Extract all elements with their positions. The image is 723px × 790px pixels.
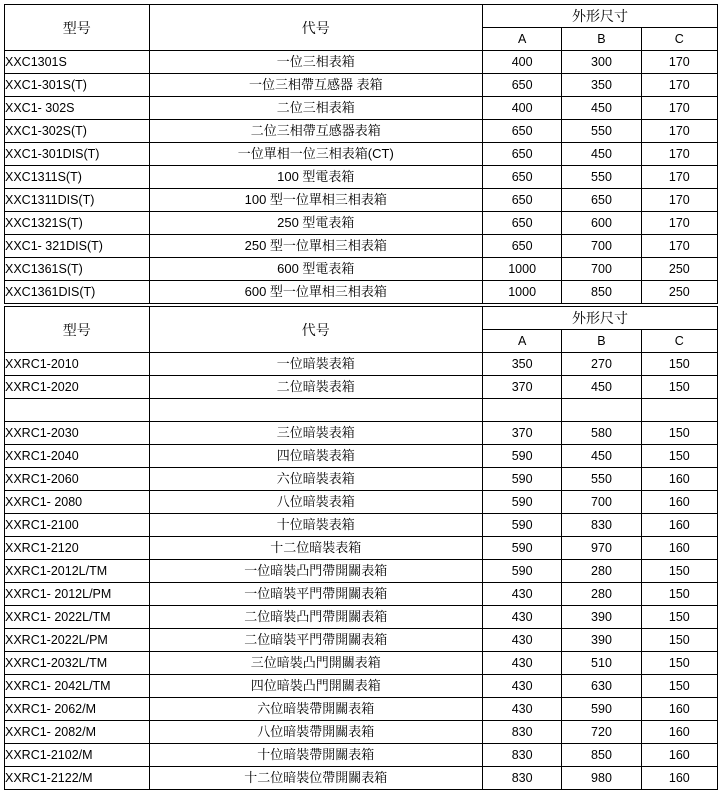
header-dim-c: C — [641, 330, 717, 353]
header-outer-dimensions: 外形尺寸 — [482, 307, 717, 330]
cell-dim-c: 160 — [641, 721, 717, 744]
header-name: 代号 — [149, 307, 482, 353]
table-row — [5, 698, 718, 721]
table-row — [5, 353, 718, 376]
cell-dim-b: 300 — [562, 51, 641, 74]
cell-dim-a: 1000 — [482, 281, 561, 304]
cell-name: 八位暗裝帶開關表箱 — [149, 721, 482, 744]
cell-model: XXRC1-2100 — [5, 514, 150, 537]
table-row — [5, 675, 718, 698]
cell-model: XXC1361S(T) — [5, 258, 150, 281]
cell-name: 四位暗裝凸門開關表箱 — [149, 675, 482, 698]
cell-dim-c: 170 — [641, 166, 717, 189]
cell-dim-a: 830 — [482, 744, 561, 767]
cell-name: 一位單相一位三相表箱(CT) — [149, 143, 482, 166]
cell-model: XXRC1- 2042L/TM — [5, 675, 150, 698]
spec-table-2 — [4, 306, 718, 790]
cell-dim-b: 830 — [562, 514, 641, 537]
cell-dim-a: 430 — [482, 675, 561, 698]
cell-dim-b: 450 — [562, 376, 641, 399]
spacer-cell — [562, 399, 641, 422]
cell-dim-b: 280 — [562, 560, 641, 583]
cell-dim-b: 550 — [562, 120, 641, 143]
cell-dim-a: 830 — [482, 721, 561, 744]
cell-dim-c: 150 — [641, 376, 717, 399]
cell-name: 十位暗裝帶開關表箱 — [149, 744, 482, 767]
cell-dim-c: 160 — [641, 698, 717, 721]
spec-table-1 — [4, 4, 718, 304]
table-row — [5, 721, 718, 744]
cell-dim-b: 970 — [562, 537, 641, 560]
table-row — [5, 235, 718, 258]
cell-model: XXRC1-2120 — [5, 537, 150, 560]
table-row — [5, 537, 718, 560]
cell-dim-b: 700 — [562, 258, 641, 281]
cell-model: XXRC1-2040 — [5, 445, 150, 468]
cell-dim-c: 160 — [641, 468, 717, 491]
cell-model: XXC1-301DIS(T) — [5, 143, 150, 166]
cell-dim-c: 150 — [641, 353, 717, 376]
cell-dim-c: 150 — [641, 652, 717, 675]
cell-dim-a: 400 — [482, 51, 561, 74]
header-outer-dimensions: 外形尺寸 — [482, 5, 717, 28]
cell-dim-b: 450 — [562, 97, 641, 120]
table-row — [5, 166, 718, 189]
cell-dim-a: 650 — [482, 143, 561, 166]
cell-dim-c: 170 — [641, 51, 717, 74]
table-row — [5, 560, 718, 583]
cell-name: 二位三相表箱 — [149, 97, 482, 120]
cell-dim-a: 1000 — [482, 258, 561, 281]
table-row — [5, 767, 718, 790]
cell-dim-a: 400 — [482, 97, 561, 120]
cell-dim-c: 250 — [641, 281, 717, 304]
cell-dim-b: 600 — [562, 212, 641, 235]
header-name: 代号 — [149, 5, 482, 51]
cell-model: XXRC1- 2082/M — [5, 721, 150, 744]
cell-dim-b: 700 — [562, 235, 641, 258]
cell-dim-c: 160 — [641, 514, 717, 537]
cell-dim-c: 160 — [641, 537, 717, 560]
cell-name: 250 型電表箱 — [149, 212, 482, 235]
table-spacer-row — [5, 399, 718, 422]
table-row — [5, 281, 718, 304]
cell-model: XXRC1- 2012L/PM — [5, 583, 150, 606]
cell-dim-a: 590 — [482, 560, 561, 583]
table-row — [5, 143, 718, 166]
cell-model: XXC1-301S(T) — [5, 74, 150, 97]
cell-dim-b: 590 — [562, 698, 641, 721]
cell-model: XXRC1-2102/M — [5, 744, 150, 767]
cell-name: 三位暗裝凸門開關表箱 — [149, 652, 482, 675]
cell-dim-c: 170 — [641, 120, 717, 143]
cell-name: 一位三相表箱 — [149, 51, 482, 74]
table-row — [5, 120, 718, 143]
cell-dim-b: 450 — [562, 445, 641, 468]
table-1-header-row-1 — [5, 5, 718, 28]
document-page — [0, 4, 723, 785]
cell-model: XXRC1-2012L/TM — [5, 560, 150, 583]
table-row — [5, 189, 718, 212]
cell-dim-a: 430 — [482, 698, 561, 721]
cell-dim-a: 370 — [482, 376, 561, 399]
cell-dim-b: 850 — [562, 281, 641, 304]
cell-dim-b: 700 — [562, 491, 641, 514]
cell-dim-a: 430 — [482, 583, 561, 606]
cell-name: 四位暗裝表箱 — [149, 445, 482, 468]
table-row — [5, 258, 718, 281]
cell-name: 十二位暗裝位帶開關表箱 — [149, 767, 482, 790]
spacer-cell — [5, 399, 150, 422]
cell-dim-c: 150 — [641, 422, 717, 445]
cell-dim-b: 390 — [562, 606, 641, 629]
header-dim-b: B — [562, 330, 641, 353]
cell-dim-c: 150 — [641, 445, 717, 468]
cell-dim-a: 430 — [482, 652, 561, 675]
cell-dim-c: 160 — [641, 491, 717, 514]
cell-name: 十位暗裝表箱 — [149, 514, 482, 537]
cell-dim-c: 170 — [641, 74, 717, 97]
cell-model: XXRC1-2010 — [5, 353, 150, 376]
spacer-cell — [482, 399, 561, 422]
table-row — [5, 376, 718, 399]
cell-name: 二位暗裝凸門帶開關表箱 — [149, 606, 482, 629]
cell-model: XXRC1-2030 — [5, 422, 150, 445]
table-2-header-row-1 — [5, 307, 718, 330]
cell-name: 一位暗裝凸門帶開關表箱 — [149, 560, 482, 583]
cell-model: XXC1311S(T) — [5, 166, 150, 189]
cell-dim-b: 980 — [562, 767, 641, 790]
header-model: 型号 — [5, 307, 150, 353]
header-dim-b: B — [562, 28, 641, 51]
cell-name: 八位暗裝表箱 — [149, 491, 482, 514]
table-row — [5, 51, 718, 74]
cell-name: 100 型一位單相三相表箱 — [149, 189, 482, 212]
cell-dim-b: 390 — [562, 629, 641, 652]
cell-dim-a: 430 — [482, 629, 561, 652]
cell-dim-a: 650 — [482, 166, 561, 189]
table-row — [5, 514, 718, 537]
table-row — [5, 74, 718, 97]
cell-model: XXC1-302S(T) — [5, 120, 150, 143]
cell-dim-c: 150 — [641, 629, 717, 652]
cell-dim-c: 150 — [641, 675, 717, 698]
cell-model: XXRC1- 2062/M — [5, 698, 150, 721]
cell-name: 600 型電表箱 — [149, 258, 482, 281]
cell-dim-a: 650 — [482, 189, 561, 212]
cell-name: 二位三相帶互感器表箱 — [149, 120, 482, 143]
cell-name: 600 型一位單相三相表箱 — [149, 281, 482, 304]
table-row — [5, 652, 718, 675]
table-row — [5, 606, 718, 629]
cell-model: XXC1311DIS(T) — [5, 189, 150, 212]
header-dim-c: C — [641, 28, 717, 51]
cell-dim-c: 150 — [641, 583, 717, 606]
cell-name: 250 型一位單相三相表箱 — [149, 235, 482, 258]
table-row — [5, 212, 718, 235]
cell-dim-b: 350 — [562, 74, 641, 97]
cell-model: XXRC1-2032L/TM — [5, 652, 150, 675]
cell-dim-c: 150 — [641, 606, 717, 629]
cell-name: 三位暗裝表箱 — [149, 422, 482, 445]
table-row — [5, 445, 718, 468]
cell-dim-c: 170 — [641, 97, 717, 120]
cell-dim-a: 590 — [482, 468, 561, 491]
cell-dim-b: 450 — [562, 143, 641, 166]
table-row — [5, 629, 718, 652]
cell-name: 六位暗裝表箱 — [149, 468, 482, 491]
cell-dim-a: 370 — [482, 422, 561, 445]
cell-name: 一位暗裝平門帶開關表箱 — [149, 583, 482, 606]
cell-name: 100 型電表箱 — [149, 166, 482, 189]
cell-dim-b: 550 — [562, 468, 641, 491]
cell-name: 一位暗裝表箱 — [149, 353, 482, 376]
table-row — [5, 422, 718, 445]
header-dim-a: A — [482, 330, 561, 353]
cell-dim-b: 270 — [562, 353, 641, 376]
spacer-cell — [149, 399, 482, 422]
cell-dim-a: 590 — [482, 514, 561, 537]
cell-model: XXRC1- 2080 — [5, 491, 150, 514]
cell-model: XXC1- 302S — [5, 97, 150, 120]
table-row — [5, 744, 718, 767]
cell-dim-c: 170 — [641, 212, 717, 235]
table-2-body — [5, 307, 718, 790]
cell-dim-b: 650 — [562, 189, 641, 212]
cell-model: XXRC1-2020 — [5, 376, 150, 399]
header-model: 型号 — [5, 5, 150, 51]
table-row — [5, 468, 718, 491]
cell-dim-b: 850 — [562, 744, 641, 767]
cell-dim-a: 590 — [482, 445, 561, 468]
cell-dim-c: 150 — [641, 560, 717, 583]
cell-dim-c: 170 — [641, 235, 717, 258]
table-row — [5, 583, 718, 606]
cell-model: XXRC1- 2022L/TM — [5, 606, 150, 629]
cell-dim-c: 160 — [641, 767, 717, 790]
cell-dim-b: 510 — [562, 652, 641, 675]
cell-dim-c: 170 — [641, 189, 717, 212]
cell-dim-c: 170 — [641, 143, 717, 166]
cell-name: 六位暗裝帶開關表箱 — [149, 698, 482, 721]
cell-model: XXC1361DIS(T) — [5, 281, 150, 304]
cell-dim-b: 580 — [562, 422, 641, 445]
cell-model: XXRC1-2122/M — [5, 767, 150, 790]
cell-dim-a: 650 — [482, 120, 561, 143]
table-row — [5, 97, 718, 120]
cell-name: 一位三相帶互感器 表箱 — [149, 74, 482, 97]
cell-model: XXC1- 321DIS(T) — [5, 235, 150, 258]
cell-model: XXRC1-2022L/PM — [5, 629, 150, 652]
cell-dim-a: 430 — [482, 606, 561, 629]
cell-dim-a: 350 — [482, 353, 561, 376]
cell-dim-a: 650 — [482, 212, 561, 235]
cell-dim-c: 250 — [641, 258, 717, 281]
cell-name: 二位暗裝表箱 — [149, 376, 482, 399]
cell-model: XXC1321S(T) — [5, 212, 150, 235]
cell-model: XXC1301S — [5, 51, 150, 74]
cell-dim-b: 550 — [562, 166, 641, 189]
table-row — [5, 491, 718, 514]
cell-dim-b: 280 — [562, 583, 641, 606]
cell-dim-b: 630 — [562, 675, 641, 698]
cell-dim-a: 650 — [482, 235, 561, 258]
header-dim-a: A — [482, 28, 561, 51]
cell-dim-a: 650 — [482, 74, 561, 97]
cell-dim-a: 830 — [482, 767, 561, 790]
cell-dim-a: 590 — [482, 491, 561, 514]
cell-model: XXRC1-2060 — [5, 468, 150, 491]
cell-dim-b: 720 — [562, 721, 641, 744]
cell-dim-a: 590 — [482, 537, 561, 560]
cell-name: 二位暗裝平門帶開關表箱 — [149, 629, 482, 652]
cell-dim-c: 160 — [641, 744, 717, 767]
spacer-cell — [641, 399, 717, 422]
table-1-body — [5, 5, 718, 304]
cell-name: 十二位暗裝表箱 — [149, 537, 482, 560]
